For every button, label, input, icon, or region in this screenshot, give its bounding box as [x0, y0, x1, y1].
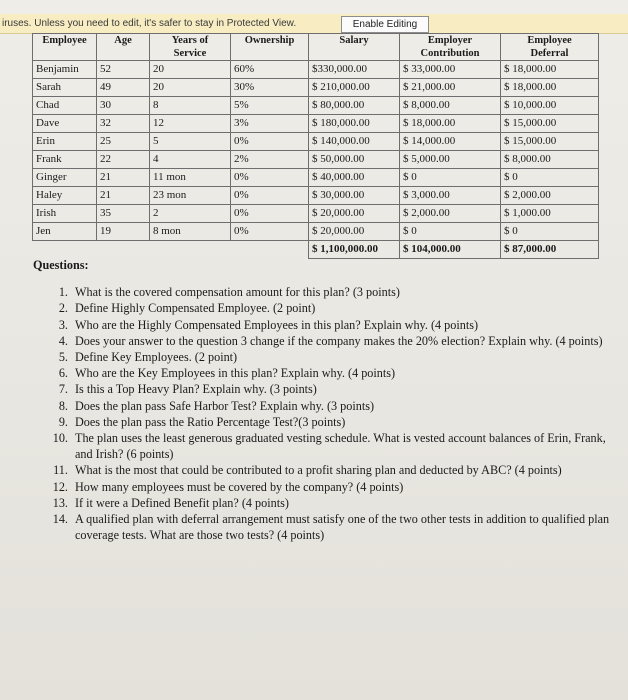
cell-years: 8	[150, 97, 231, 115]
enable-editing-button[interactable]: Enable Editing	[341, 16, 429, 33]
cell-employer: $ 8,000.00	[400, 97, 501, 115]
header-years-line2: Service	[173, 48, 207, 59]
table-row	[33, 97, 599, 115]
cell-salary: $ 80,000.00	[309, 97, 400, 115]
questions-list	[33, 284, 623, 543]
table-row	[33, 169, 599, 187]
cell-employee: Irish	[33, 205, 97, 223]
cell-employee: Dave	[33, 115, 97, 133]
question-item: 10. The plan uses the least generous graduated vesting schedule. What is vested account balances of Erin, Frank, and Irish? (6 points)	[71, 430, 623, 462]
cell-employer: $ 3,000.00	[400, 187, 501, 205]
cell-ownership: 3%	[231, 115, 309, 133]
cell-ownership: 0%	[231, 187, 309, 205]
total-salary: $ 1,100,000.00	[309, 241, 400, 259]
cell-age: 49	[97, 79, 150, 97]
cell-salary: $ 30,000.00	[309, 187, 400, 205]
cell-deferral: $ 1,000.00	[501, 205, 599, 223]
cell-employee: Jen	[33, 223, 97, 241]
cell-years: 23 mon	[150, 187, 231, 205]
cell-salary: $ 20,000.00	[309, 223, 400, 241]
question-item: 4. Does your answer to the question 3 change if the company makes the 20% election? Explain why. (4 points)	[71, 333, 623, 349]
cell-salary: $330,000.00	[309, 61, 400, 79]
question-item: 9. Does the plan pass the Ratio Percentage Test?(3 points)	[71, 414, 623, 430]
employee-table	[32, 33, 599, 259]
cell-ownership: 60%	[231, 61, 309, 79]
table-row	[33, 205, 599, 223]
table-row	[33, 223, 599, 241]
cell-years: 5	[150, 133, 231, 151]
cell-years: 20	[150, 61, 231, 79]
cell-employee: Ginger	[33, 169, 97, 187]
cell-employer: $ 0	[400, 223, 501, 241]
cell-employer: $ 14,000.00	[400, 133, 501, 151]
protected-view-bar	[0, 14, 628, 34]
table-row	[33, 115, 599, 133]
table-row	[33, 151, 599, 169]
cell-employee: Benjamin	[33, 61, 97, 79]
totals-row	[33, 241, 599, 259]
cell-years: 4	[150, 151, 231, 169]
cell-years: 8 mon	[150, 223, 231, 241]
cell-age: 22	[97, 151, 150, 169]
cell-salary: $ 50,000.00	[309, 151, 400, 169]
question-item: 8. Does the plan pass Safe Harbor Test? Explain why. (3 points)	[71, 398, 623, 414]
cell-employer: $ 2,000.00	[400, 205, 501, 223]
cell-age: 25	[97, 133, 150, 151]
table-header-row	[33, 34, 599, 61]
cell-age: 35	[97, 205, 150, 223]
cell-age: 32	[97, 115, 150, 133]
cell-employer: $ 5,000.00	[400, 151, 501, 169]
table-row	[33, 79, 599, 97]
cell-employer: $ 33,000.00	[400, 61, 501, 79]
question-item: 3. Who are the Highly Compensated Employees in this plan? Explain why. (4 points)	[71, 317, 623, 333]
question-item: 6. Who are the Key Employees in this plan? Explain why. (4 points)	[71, 365, 623, 381]
cell-years: 11 mon	[150, 169, 231, 187]
cell-ownership: 30%	[231, 79, 309, 97]
header-employer-line2: Contribution	[420, 48, 480, 59]
cell-salary: $ 40,000.00	[309, 169, 400, 187]
header-ownership: Ownership	[231, 34, 309, 61]
question-item: 14. A qualified plan with deferral arrangement must satisfy one of the two other tests in addition to qualified plan coverage tests. What are those two tests? (4 points)	[71, 511, 623, 543]
question-item: 1. What is the covered compensation amount for this plan? (3 points)	[71, 284, 623, 300]
cell-salary: $ 140,000.00	[309, 133, 400, 151]
table-row	[33, 187, 599, 205]
header-age: Age	[97, 34, 150, 61]
cell-ownership: 2%	[231, 151, 309, 169]
cell-ownership: 0%	[231, 205, 309, 223]
header-years-line1: Years of	[171, 35, 209, 46]
cell-deferral: $ 0	[501, 169, 599, 187]
cell-ownership: 0%	[231, 169, 309, 187]
question-item: 7. Is this a Top Heavy Plan? Explain why. (3 points)	[71, 381, 623, 397]
cell-deferral: $ 15,000.00	[501, 133, 599, 151]
protected-view-message: iruses. Unless you need to edit, it's safer to stay in Protected View.	[2, 18, 297, 29]
cell-employee: Frank	[33, 151, 97, 169]
cell-age: 21	[97, 169, 150, 187]
cell-years: 2	[150, 205, 231, 223]
cell-deferral: $ 2,000.00	[501, 187, 599, 205]
cell-ownership: 5%	[231, 97, 309, 115]
cell-employee: Erin	[33, 133, 97, 151]
cell-ownership: 0%	[231, 133, 309, 151]
cell-deferral: $ 18,000.00	[501, 61, 599, 79]
total-deferral: $ 87,000.00	[501, 241, 599, 259]
cell-age: 30	[97, 97, 150, 115]
cell-employer: $ 18,000.00	[400, 115, 501, 133]
header-deferral-line2: Deferral	[530, 48, 569, 59]
cell-age: 52	[97, 61, 150, 79]
cell-deferral: $ 15,000.00	[501, 115, 599, 133]
table-row	[33, 133, 599, 151]
cell-employer: $ 21,000.00	[400, 79, 501, 97]
cell-salary: $ 210,000.00	[309, 79, 400, 97]
cell-deferral: $ 18,000.00	[501, 79, 599, 97]
header-years-of-service	[150, 34, 231, 61]
cell-deferral: $ 8,000.00	[501, 151, 599, 169]
cell-ownership: 0%	[231, 223, 309, 241]
question-item: 13. If it were a Defined Benefit plan? (4 points)	[71, 495, 623, 511]
cell-salary: $ 180,000.00	[309, 115, 400, 133]
header-employer-line1: Employer	[427, 35, 473, 46]
header-employer-contribution	[400, 34, 501, 61]
cell-employee: Sarah	[33, 79, 97, 97]
question-item: 5. Define Key Employees. (2 point)	[71, 349, 623, 365]
cell-deferral: $ 0	[501, 223, 599, 241]
totals-spacer	[33, 241, 309, 259]
cell-age: 21	[97, 187, 150, 205]
table-row	[33, 61, 599, 79]
header-deferral-line1: Employee	[527, 35, 572, 46]
cell-employee: Haley	[33, 187, 97, 205]
questions-title: Questions:	[33, 258, 89, 272]
cell-employer: $ 0	[400, 169, 501, 187]
cell-years: 12	[150, 115, 231, 133]
cell-deferral: $ 10,000.00	[501, 97, 599, 115]
cell-employee: Chad	[33, 97, 97, 115]
question-item: 12. How many employees must be covered by the company? (4 points)	[71, 479, 623, 495]
question-item: 2. Define Highly Compensated Employee. (2 point)	[71, 300, 623, 316]
cell-years: 20	[150, 79, 231, 97]
question-item: 11. What is the most that could be contributed to a profit sharing plan and deducted by ABC? (4 points)	[71, 462, 623, 478]
header-employee: Employee	[33, 34, 97, 61]
header-salary: Salary	[309, 34, 400, 61]
cell-salary: $ 20,000.00	[309, 205, 400, 223]
header-employee-deferral	[501, 34, 599, 61]
total-employer: $ 104,000.00	[400, 241, 501, 259]
questions-section	[33, 257, 623, 543]
cell-age: 19	[97, 223, 150, 241]
